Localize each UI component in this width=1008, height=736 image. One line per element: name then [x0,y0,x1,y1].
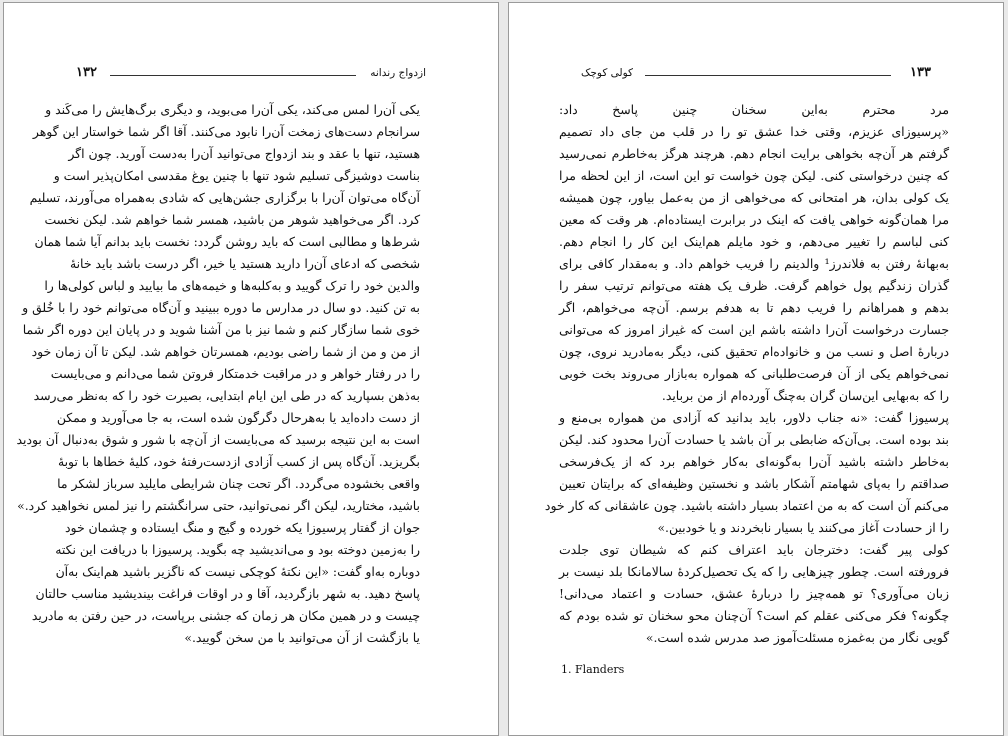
text-line: را در رفتار خواهر و در مراقبت خدمتکار فروتن شما می‌دانم و می‌بایست [50,366,420,381]
text-line: دربارهٔ اصل و نسب من و خانواده‌ام تحقیق کنی، دیگر به‌مادرید نروی، چون [559,344,949,359]
text-line: یا بازگشت از آن می‌توانید با من سخن گویید.» [184,630,420,645]
text-line: بگریزید. آن‌گاه پس از کسب آزادی ازدست‌رفتهٔ خود، کلیهٔ خطاها با توبهٔ [57,454,420,469]
text-line: نمی‌خواهم یکی از آن فرصت‌طلبانی که همواره به‌بازار می‌روند بخت خوبی [559,366,949,381]
footnote: 1. Flanders [561,663,625,676]
left-page-number: ۱۳۲ [76,65,97,80]
right-page-body [544,99,949,649]
text-line: از من و من از شما راضی بودیم، همسرتان خواهم شد. لیکن تا آن زمان خود [31,344,420,359]
text-line: که چنین درخواستی کنی. لیکن چون خواست تو این است، از این لحظه مرا [559,168,949,183]
text-line: مرا همان‌گونه خواهی یافت که اینک در برابرت ایستاده‌ام. هر وقت که معین [559,212,949,227]
text-line: چگونه؟ فکر می‌کنی عقلم کم است؟ آن‌چنان محو سخنان تو شده بودم که [559,608,949,623]
text-line: به‌بهانهٔ رفتن به فلاندرز¹ والدینم را فریب خواهم داد. و به‌مقدار کافی برای [559,256,949,271]
text-line: به‌خاطر داشته باشید آن‌را به‌گونه‌ای به‌کار خواهم برد که از یک‌فرسخی [559,454,949,469]
text-line: زبان می‌آوری؟ تو همه‌چیز را دربارهٔ عشق، حسادت و اعتماد می‌دانی! [559,586,949,601]
left-header-title: ازدواج رندانه [370,67,426,79]
text-line: به تن کنید. دو سال در مدارس ما دوره ببینید و آن‌گاه می‌توانم خود را با خُلق و [22,300,420,315]
text-line: شرط‌ها و مطالبی است که باید روشن گردد: نخست باید بدانم آیا شما همان [34,234,420,249]
text-line: «پرسیوزای عزیزم، وقتی خدا عشق تو را در قلب من جای داد تصمیم [559,124,949,139]
text-line: یکی آن‌را لمس می‌کند، یکی آن‌را می‌بوید، و دیگری برگ‌هایش را می‌کَند و [45,102,420,117]
right-header-rule [645,75,891,76]
text-line: را به‌زمین دوخته بود و می‌اندیشید چه بگوید. پرسیوزا با دریافت این نکته [55,542,420,557]
right-header-title: کولی کوچک [581,67,634,79]
text-line: را که به‌بهایی این‌سان گران به‌چنگ آورده‌ام از من برباید. [661,388,949,403]
text-line: کولی پیر گفت: دخترجان باید اعتراف کنم که شیطان توی جلدت [559,542,949,557]
text-line: هستید، تنها با عقد و بند ازدواج می‌توانید آن‌را به‌دست آورید. چون اگر [68,146,420,161]
left-header-rule [110,75,356,76]
text-line: مرد محترم به‌این سخنان چنین پاسخ داد: [559,102,949,117]
text-line: بناست دوشیزگی تسلیم شود تنها با چنین یوغ مقدسی امکان‌پذیر است و [53,168,420,183]
right-page [508,2,1004,736]
right-page-number: ۱۳۳ [910,65,931,80]
text-line: پاسخ دهید. به شهر بازگردید، آقا و در اوقات فراغت بیندیشید مناسب حالتان [35,586,420,601]
text-line: گرفتم هر آن‌چه بخواهی برایت انجام دهم. هرچند هرگز به‌خاطرم نمی‌رسید [559,146,949,161]
text-line: شخصی که ادعای آن‌را دارید هستید یا خیر، اگر درست باشد باید خانهٔ [69,256,420,271]
left-running-header [76,67,426,87]
left-page [3,2,499,736]
text-line: سرانجام دست‌های زمخت آن‌را نابود می‌کنند. آقا اگر شما خواستار این گوهر [32,124,420,139]
text-line: جوان از گفتار پرسیوزا یکه خورده و گیج و منگ ایستاده و چشمان خود [65,520,420,535]
text-line: فرورفته است. چطور چیزهایی را که یک تحصیل‌کردهٔ سالامانکا بلد نیست بر [559,564,949,579]
text-line: به‌ذهن بسپارید که در طی این ایام ابتدایی، بصیرت خود را که به‌نظر می‌رسد [33,388,420,403]
text-line: صداقتم را به‌پای شهامتم آشکار باشد و نخستین وظیفه‌ای که برایتان تعیین [559,476,949,491]
text-line: بند بوده است. بی‌آن‌که ضابطی بر آن باشد یا حسادت آن‌را محدود کند. لیکن [559,432,949,447]
right-running-header [581,67,931,87]
text-line: والدین خود را ترک گویید و به‌کلبه‌ها و خیمه‌های ما بیایید و لباس کولی‌ها را [44,278,420,293]
text-line: گویی نگار من به‌غمزه مسئلت‌آموز صد مدرس شده است.» [645,630,949,645]
text-line: پرسیوزا گفت: «نه جناب دلاور، باید بدانید که آزادی من همواره بی‌منع و [559,410,949,425]
text-line: چیست و در همین مکان هر زمان که جشنی برپاست، در حین رفتن به مادرید [31,608,420,623]
text-line: بدهم و همراهانم را فریب دهم تا به هدفم برسم. آن‌چه می‌خواهم، اگر [559,300,949,315]
text-line: کرد. اگر می‌خواهید شوهر من باشید، همسر شما خواهم شد. لیکن نخست [44,212,420,227]
text-line: یک کولی بدان، هر امتحانی که می‌خواهی از من به‌عمل بیاور، چون همیشه [559,190,949,205]
text-line: باشید، مختارید، لیکن اگر نمی‌توانید، حتی سرانگشتم را نیز لمس نخواهید کرد.» [17,498,420,513]
text-line: است به این نتیجه برسید که می‌بایست از آن‌چه با شور و شوق به‌دنبال آن بودید [16,432,420,447]
text-line: آن‌گاه می‌توان آن‌را با برگزاری جشن‌هایی که شادی به‌همراه می‌آورند، تسلیم [29,190,420,205]
text-line: دوباره به‌او گفت: «این نکتهٔ کوچکی نیست که ناگزیر باشید هم‌اینک به‌آن [55,564,420,579]
text-line: خوی شما سازگار کنم و شما نیز با من آشنا شوید و در پایان این دوره اگر شما [22,322,420,337]
text-line: واقعی بخشوده می‌گردد. اگر تحت چنان شرایطی مایلید سرباز لشکر ما [57,476,420,491]
text-line: از دست داده‌اید یا به‌هرحال دگرگون شده است، به جا می‌آورید و ممکن [56,410,420,425]
text-line: را از حسادت آغاز می‌کنند یا بسیار نابخردند و یا خودبین.» [657,520,949,535]
left-page-body [16,99,420,649]
text-line: می‌کنم آن است که به من اعتماد بسیار داشته باشید. چون عاشقانی که کار خود [544,498,949,513]
text-line: جسارت درخواست آن‌را داشته باشم این است که غیراز امروز که می‌توانی [559,322,949,337]
text-line: کنی لباسم را تغییر می‌دهم، و خود مایلم هم‌اینک این کار را انجام دهم. [559,234,949,249]
text-line: گذران زندگیم پول خواهم گرفت. ظرف یک هفته می‌توانم ترتیب سفر را [559,278,949,293]
